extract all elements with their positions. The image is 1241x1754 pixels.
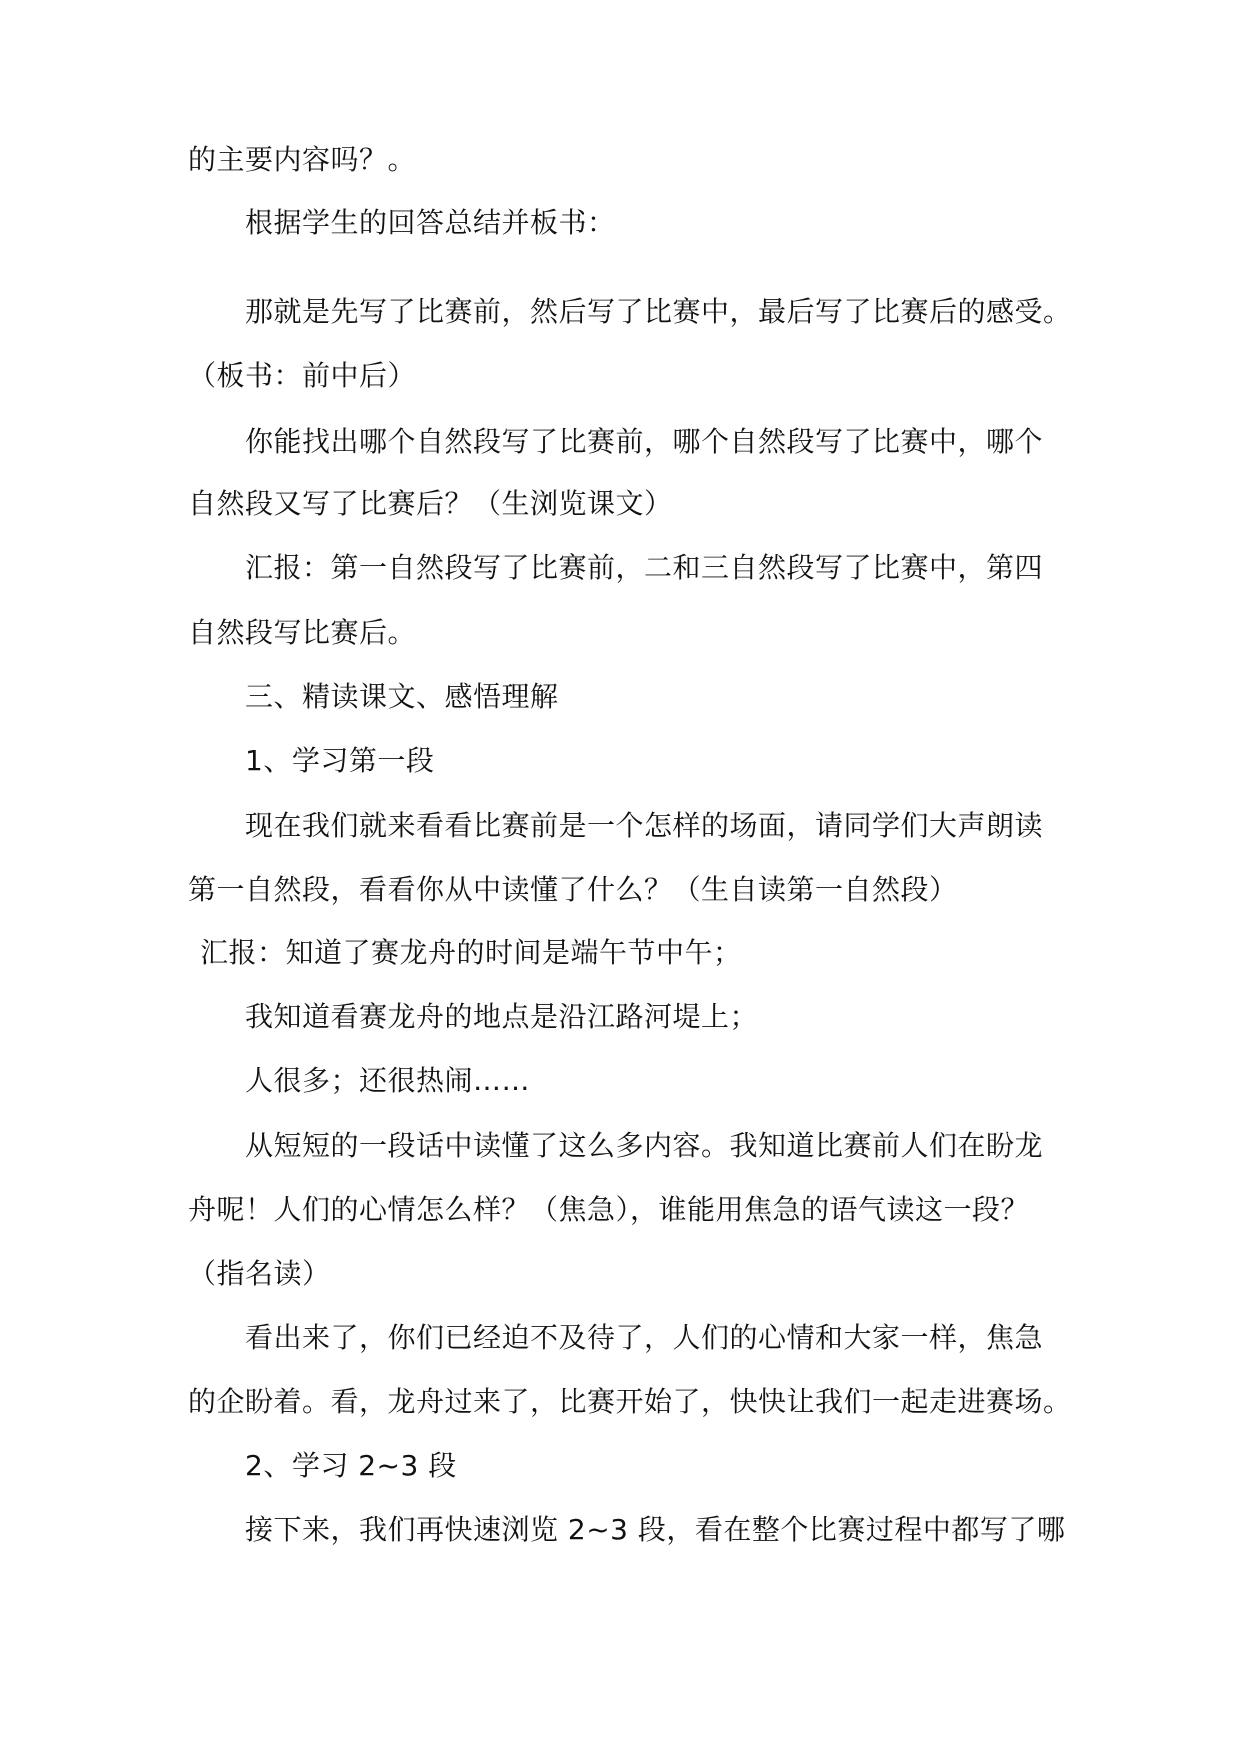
text-line: 人很多；还很热闹…… xyxy=(245,1064,531,1097)
text-line: 我知道看赛龙舟的地点是沿江路河堤上； xyxy=(245,1000,759,1033)
text-line: 汇报：知道了赛龙舟的时间是端午节中午； xyxy=(200,936,742,969)
text-line: 舟呢！人们的心情怎么样？（焦急），谁能用焦急的语气读这一段？ xyxy=(188,1193,1030,1226)
text-line: 根据学生的回答总结并板书： xyxy=(245,206,616,239)
section-heading: 三、精读课文、感悟理解 xyxy=(245,680,559,713)
text-line: （板书：前中后） xyxy=(188,359,417,392)
text-line: 自然段写比赛后。 xyxy=(188,616,417,649)
text-line: 那就是先写了比赛前，然后写了比赛中，最后写了比赛后的感受。 xyxy=(245,295,1072,328)
text-line: 从短短的一段话中读懂了这么多内容。我知道比赛前人们在盼龙 xyxy=(245,1129,1044,1162)
text-line: 看出来了，你们已经迫不及待了，人们的心情和大家一样，焦急 xyxy=(245,1321,1044,1354)
text-line: 第一自然段，看看你从中读懂了什么？（生自读第一自然段） xyxy=(188,873,958,906)
text-line: （指名读） xyxy=(188,1257,331,1290)
text-line: 接下来，我们再快速浏览 2~3 段，看在整个比赛过程中都写了哪 xyxy=(245,1513,1066,1546)
text-line: 自然段又写了比赛后？（生浏览课文） xyxy=(188,487,673,520)
subsection-heading: 2、学习 2~3 段 xyxy=(245,1449,457,1482)
text-line: 的主要内容吗？。 xyxy=(188,143,417,176)
text-line: 现在我们就来看看比赛前是一个怎样的场面，请同学们大声朗读 xyxy=(245,809,1044,842)
text-line: 汇报：第一自然段写了比赛前，二和三自然段写了比赛中，第四 xyxy=(245,551,1044,584)
text-line: 的企盼着。看，龙舟过来了，比赛开始了，快快让我们一起走进赛场。 xyxy=(188,1385,1072,1418)
subsection-heading: 1、学习第一段 xyxy=(245,744,435,777)
text-line: 你能找出哪个自然段写了比赛前，哪个自然段写了比赛中，哪个 xyxy=(245,425,1044,458)
